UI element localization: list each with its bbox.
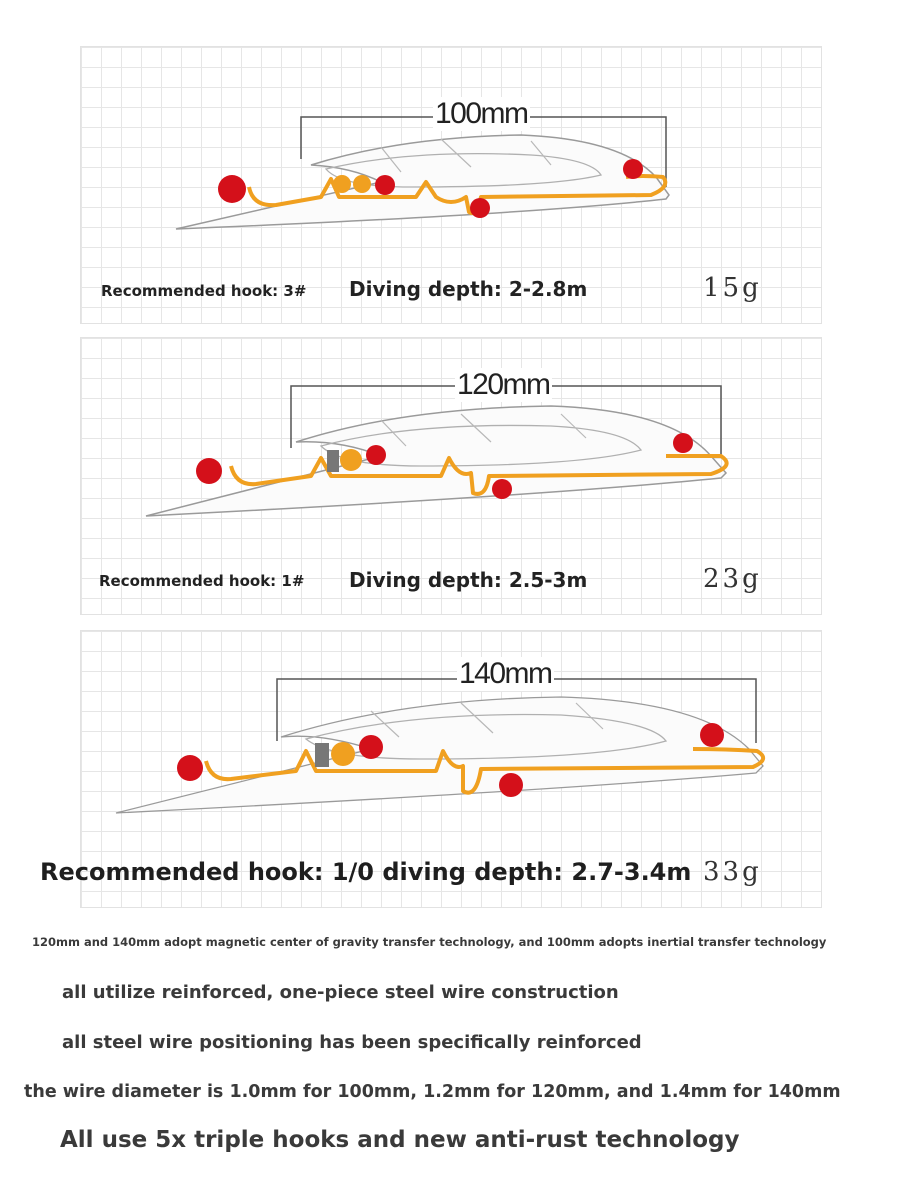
weight-ball [359, 735, 383, 759]
weight-ball [700, 723, 724, 747]
note-one-piece-wire: all utilize reinforced, one-piece steel wire construction [62, 982, 619, 1003]
length-label: 100mm [435, 97, 528, 130]
weight-ball [375, 175, 395, 195]
depth-label: Diving depth: 2-2.8m [349, 277, 588, 301]
weight-ball [366, 445, 386, 465]
note-wire-diameter: the wire diameter is 1.0mm for 100mm, 1.2mm for 120mm, and 1.4mm for 140mm [24, 1082, 841, 1102]
magnet-block [315, 743, 329, 767]
weight-ball [470, 198, 490, 218]
lure-panel-100mm [80, 46, 822, 324]
weight-ball [499, 773, 523, 797]
length-label: 140mm [459, 657, 552, 690]
weight-label: 33g [703, 857, 762, 887]
note-transfer-tech: 120mm and 140mm adopt magnetic center of gravity transfer technology, and 100mm adopts inertial transfer technology [32, 935, 827, 949]
weight-ball [673, 433, 693, 453]
note-wire-positioning: all steel wire positioning has been specifically reinforced [62, 1032, 642, 1053]
weight-ball [340, 449, 362, 471]
weight-label: 15g [703, 273, 762, 303]
hook-label: Recommended hook: 1# [99, 572, 305, 590]
weight-ball [353, 175, 371, 193]
note-hooks-anti-rust: All use 5x triple hooks and new anti-rust technology [60, 1127, 740, 1153]
weight-label: 23g [703, 564, 762, 594]
hook-depth-label-140mm: Recommended hook: 1/0 diving depth: 2.7-3.4m [40, 858, 692, 886]
length-label: 120mm [457, 368, 550, 401]
weight-ball [333, 175, 351, 193]
weight-ball [177, 755, 203, 781]
magnet-block [327, 450, 339, 472]
weight-ball [623, 159, 643, 179]
weight-ball [492, 479, 512, 499]
weight-ball [196, 458, 222, 484]
weight-ball [331, 742, 355, 766]
weight-ball [218, 175, 246, 203]
hook-label: Recommended hook: 3# [101, 282, 307, 300]
lure-panel-120mm [80, 337, 822, 615]
depth-label: Diving depth: 2.5-3m [349, 568, 588, 592]
